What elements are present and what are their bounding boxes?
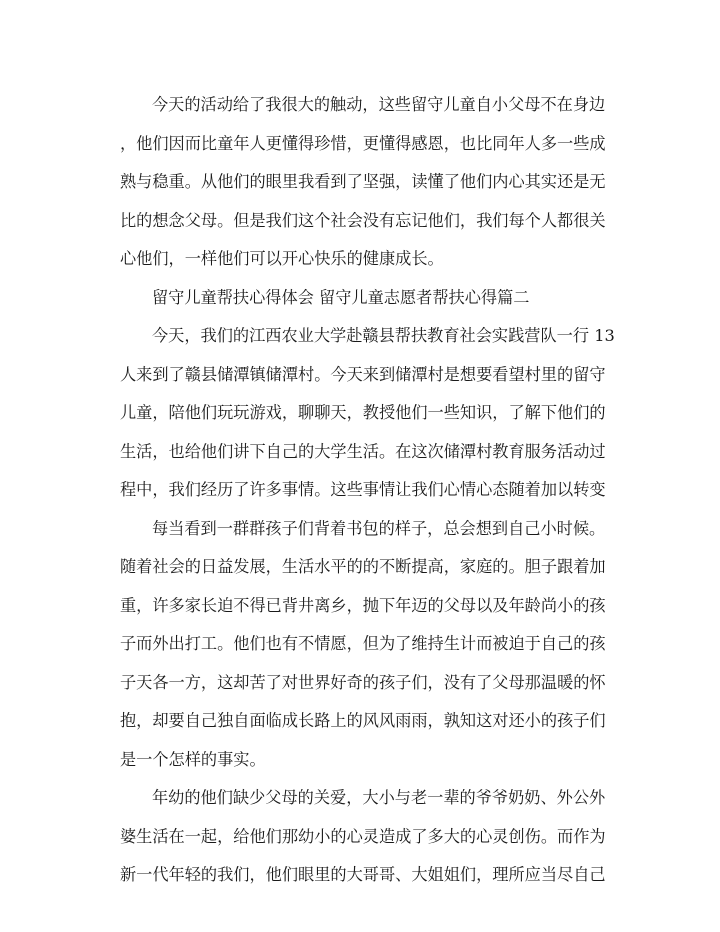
document-body	[120, 86, 615, 895]
text-line: 抱，却要自己独自面临成长路上的风风雨雨，孰知这对还小的孩子们	[120, 711, 606, 730]
text-line: 比的想念父母。但是我们这个社会没有忘记他们，我们每个人都很关	[120, 210, 606, 230]
text-line: 是一个怎样的事实。	[120, 749, 266, 769]
paragraph-3	[120, 510, 606, 780]
text-line: 新一代年轻的我们，他们眼里的大哥哥、大姐姐们，理所应当尽自己	[120, 865, 606, 884]
text-line: 子而外出打工。他们也有不情愿，但为了维持生计而被迫于自己的孩	[120, 634, 606, 653]
text-line: 婆生活在一起，给他们那幼小的心灵造成了多大的心灵创伤。而作为	[120, 826, 606, 846]
text-line: 心他们，一样他们可以开心快乐的健康成长。	[120, 249, 444, 268]
text-line: 随着社会的日益发展，生活水平的的不断提高，家庭的。胆子跟着加	[120, 557, 606, 576]
paragraph-1	[120, 86, 606, 279]
text-line: ，他们因而比童年人更懂得珍惜，更懂得感恩，也比同年人多一些成	[120, 133, 606, 153]
text-line: 程中，我们经历了许多事情。这些事情让我们心情心态随着加以转变	[120, 480, 606, 499]
text-line: 今天，我们的江西农业大学赴赣县帮扶教育社会实践营队一行 13	[152, 326, 615, 345]
text-line: 生活，也给他们讲下自己的大学生活。在这次储潭村教育服务活动过	[120, 441, 606, 461]
text-line: 每当看到一群群孩子们背着书包的样子，总会想到自己小时候。	[152, 518, 606, 538]
text-line: 重，许多家长迫不得已背井离乡，抛下年迈的父母以及年龄尚小的孩	[120, 595, 606, 615]
paragraph-4	[120, 779, 606, 895]
text-line: 儿童，陪他们玩玩游戏，聊聊天，教授他们一些知识，了解下他们的	[120, 403, 606, 422]
text-line: 人来到了赣县储潭镇储潭村。今天来到储潭村是想要看望村里的留守	[120, 364, 606, 384]
paragraph-2	[120, 317, 615, 510]
text-line: 熟与稳重。从他们的眼里我看到了坚强，读懂了他们内心其实还是无	[120, 172, 606, 191]
heading-line: 留守儿童帮扶心得体会 留守儿童志愿者帮扶心得篇二	[152, 287, 530, 307]
text-line: 子天各一方，这却苦了对世界好奇的孩子们，没有了父母那温暖的怀	[120, 672, 606, 692]
section-heading	[120, 279, 600, 318]
text-line: 今天的活动给了我很大的触动，这些留守儿童自小父母不在身边	[152, 95, 606, 114]
text-line: 年幼的他们缺少父母的关爱，大小与老一辈的爷爷奶奶、外公外	[152, 788, 606, 807]
